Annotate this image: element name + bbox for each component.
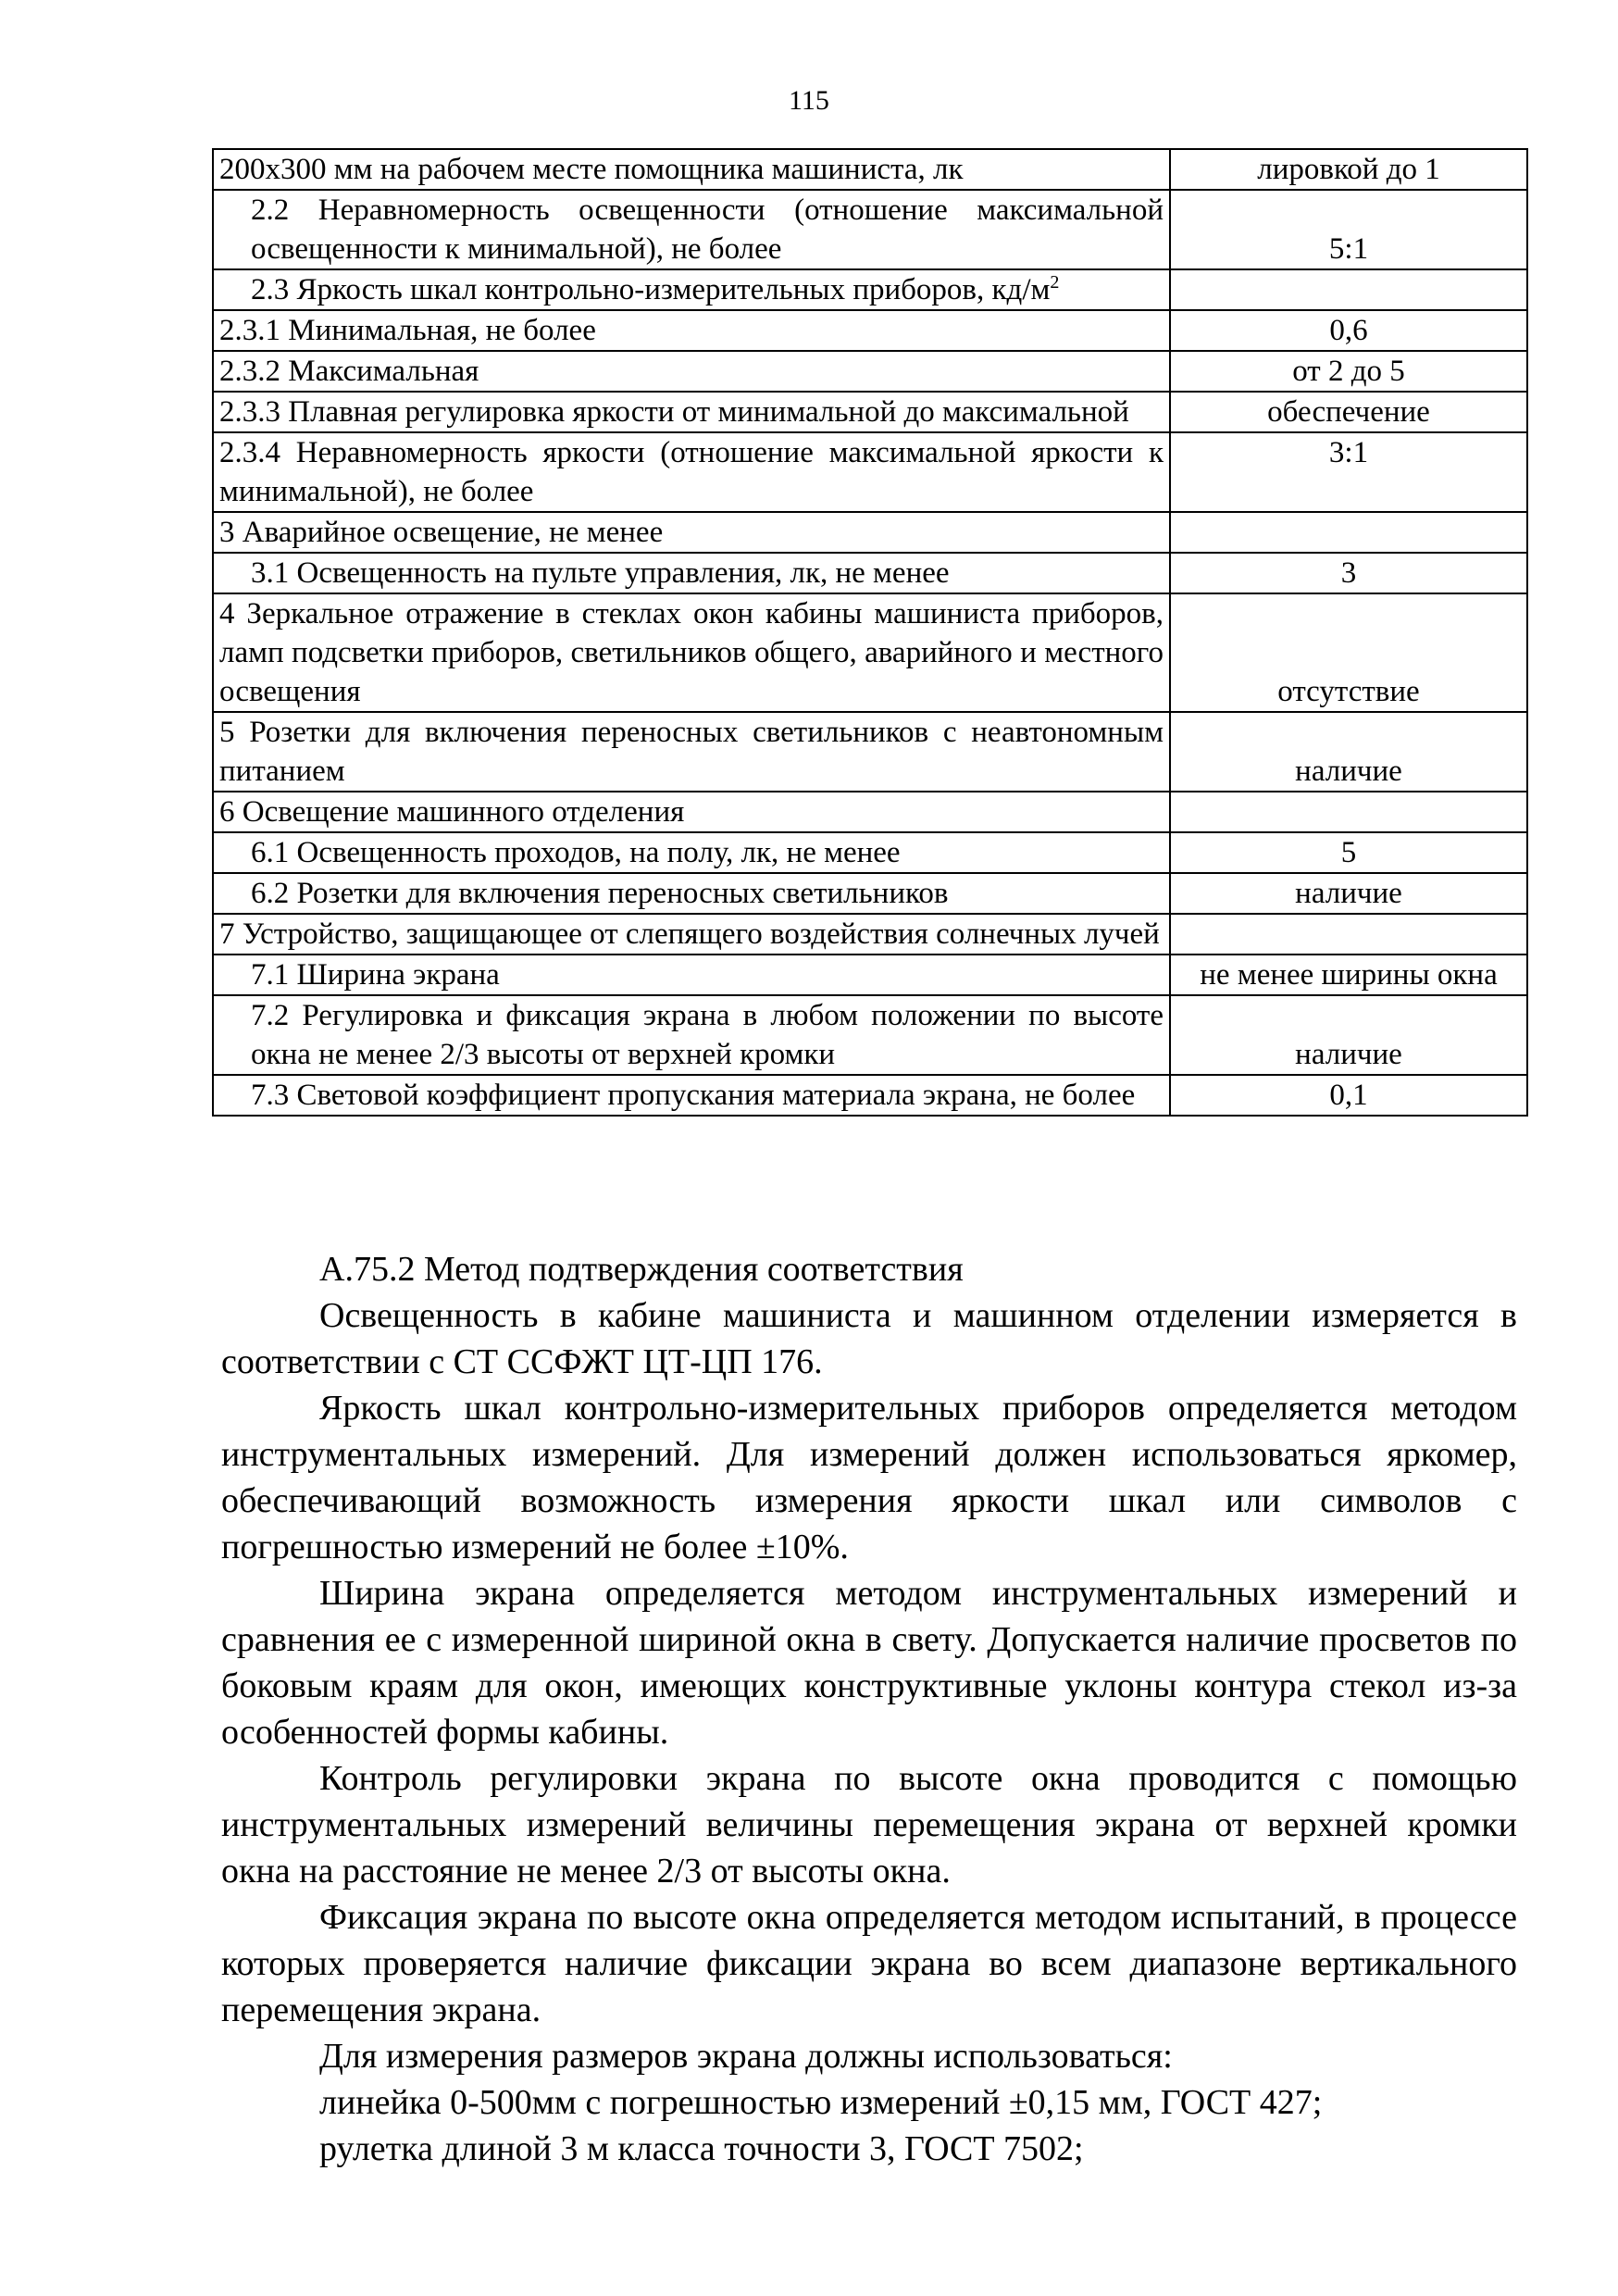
table-row (213, 955, 1527, 995)
table-row (213, 351, 1527, 392)
parameter-text: 7.2 Регулировка и фиксация экрана в любом положении по высоте окна не менее 2/3 высоты от верхней кромки (251, 999, 1164, 1071)
parameter-cell (213, 553, 1170, 593)
value-cell (1170, 914, 1527, 955)
paragraph: Фиксация экрана по высоте окна определяется методом испытаний, в процессе которых проверяется наличие фиксации экрана во всем диапазоне вертикального перемещения экрана. (221, 1898, 1517, 2029)
section-title: А.75.2 Метод подтверждения соответствия (319, 1250, 964, 1289)
parameter-text: 2.3.1 Минимальная, не более (219, 314, 596, 347)
paragraph: Ширина экрана определяется методом инструментальных измерений и сравнения ее с измеренной шириной окна в свету. Допускается наличие просветов по боковым краям для окон, имеющих конструктивные уклоны контура стекол из-за особенностей формы кабины. (221, 1574, 1517, 1752)
value-cell: 3:1 (1170, 432, 1527, 512)
body-text (221, 1246, 1517, 2172)
paragraph: Освещенность в кабине машиниста и машинном отделении измеряется в соответствии с СТ ССФЖТ ЦТ-ЦП 176. (221, 1296, 1517, 1381)
parameter-text: 7 Устройство, защищающее от слепящего воздействия солнечных лучей (219, 917, 1160, 951)
table-row (213, 310, 1527, 351)
value-cell: наличие (1170, 995, 1527, 1075)
parameter-cell (213, 792, 1170, 832)
table-row (213, 873, 1527, 914)
table-row (213, 392, 1527, 432)
table-row (213, 792, 1527, 832)
parameter-text: 7.3 Световой коэффициент пропускания материала экрана, не более (251, 1079, 1136, 1112)
parameter-text: 2.3.2 Максимальная (219, 355, 479, 388)
table-row (213, 914, 1527, 955)
value-cell: от 2 до 5 (1170, 351, 1527, 392)
parameter-cell (213, 1075, 1170, 1116)
table-row (213, 149, 1527, 190)
parameter-cell (213, 432, 1170, 512)
value-cell (1170, 269, 1527, 310)
parameter-cell (213, 832, 1170, 873)
value-cell: 0,6 (1170, 310, 1527, 351)
parameter-text: 6 Освещение машинного отделения (219, 795, 685, 829)
value-cell (1170, 792, 1527, 832)
parameter-cell (213, 269, 1170, 310)
value-cell: 5 (1170, 832, 1527, 873)
parameter-text: 6.1 Освещенность проходов, на полу, лк, не менее (251, 836, 901, 869)
table-row (213, 269, 1527, 310)
parameter-cell (213, 512, 1170, 553)
table-row (213, 512, 1527, 553)
parameter-text: 4 Зеркальное отражение в стеклах окон кабины машиниста приборов, ламп подсветки приборов, светильников общего, аварийного и местного освещения (219, 597, 1164, 708)
parameter-cell (213, 190, 1170, 269)
parameter-text: 2.3.4 Неравномерность яркости (отношение максимальной яркости к минимальной), не более (219, 436, 1164, 508)
parameter-cell (213, 351, 1170, 392)
parameter-text: 3.1 Освещенность на пульте управления, лк, не менее (251, 556, 950, 590)
page-number: 115 (789, 85, 829, 116)
table-row (213, 995, 1527, 1075)
value-cell: обеспечение (1170, 392, 1527, 432)
parameter-cell (213, 914, 1170, 955)
table-row (213, 832, 1527, 873)
parameter-text: 6.2 Розетки для включения переносных светильников (251, 877, 949, 910)
parameter-cell (213, 593, 1170, 712)
parameter-cell (213, 995, 1170, 1075)
parameter-text: 2.2 Неравномерность освещенности (отношение максимальной освещенности к минимальной), не более (251, 193, 1164, 266)
value-cell: лировкой до 1 (1170, 149, 1527, 190)
paragraph: Для измерения размеров экрана должны использоваться: (319, 2037, 1173, 2076)
table-row (213, 1075, 1527, 1116)
list-item: линейка 0-500мм с погрешностью измерений ±0,15 мм, ГОСТ 427; (319, 2083, 1323, 2122)
parameter-cell (213, 310, 1170, 351)
table-row (213, 553, 1527, 593)
value-cell: 0,1 (1170, 1075, 1527, 1116)
parameter-text: 3 Аварийное освещение, не менее (219, 516, 664, 549)
parameter-cell (213, 712, 1170, 792)
value-cell: 5:1 (1170, 190, 1527, 269)
value-cell: не менее ширины окна (1170, 955, 1527, 995)
parameter-text: 200х300 мм на рабочем месте помощника машиниста, лк (219, 153, 964, 186)
list-item: рулетка длиной 3 м класса точности 3, ГОСТ 7502; (319, 2129, 1084, 2168)
value-cell: 3 (1170, 553, 1527, 593)
paragraph: Контроль регулировки экрана по высоте окна проводится с помощью инструментальных измерений величины перемещения экрана от верхней кромки окна на расстояние не менее 2/3 от высоты окна. (221, 1759, 1517, 1890)
unit-superscript: 2 (1050, 272, 1060, 293)
parameter-text: 2.3.3 Плавная регулировка яркости от минимальной до максимальной (219, 395, 1129, 429)
parameter-cell (213, 955, 1170, 995)
table-row (213, 593, 1527, 712)
value-cell: отсутствие (1170, 593, 1527, 712)
parameter-text: 7.1 Ширина экрана (251, 958, 500, 992)
parameter-text: 2.3 Яркость шкал контрольно-измерительных приборов, кд/м (251, 273, 1051, 306)
requirements-table (212, 148, 1528, 1117)
value-cell (1170, 512, 1527, 553)
parameter-cell (213, 392, 1170, 432)
value-cell: наличие (1170, 873, 1527, 914)
table-row (213, 712, 1527, 792)
requirements-table-body (213, 149, 1527, 1116)
table-row (213, 432, 1527, 512)
parameter-cell (213, 149, 1170, 190)
parameter-cell (213, 873, 1170, 914)
paragraph: Яркость шкал контрольно-измерительных приборов определяется методом инструментальных измерений. Для измерений должен использоваться яркомер, обеспечивающий возможность измерения яркости шкал или символов с погрешностью измерений не более ±10%. (221, 1389, 1517, 1566)
value-cell: наличие (1170, 712, 1527, 792)
table-row (213, 190, 1527, 269)
parameter-text: 5 Розетки для включения переносных светильников с неавтономным питанием (219, 716, 1164, 788)
